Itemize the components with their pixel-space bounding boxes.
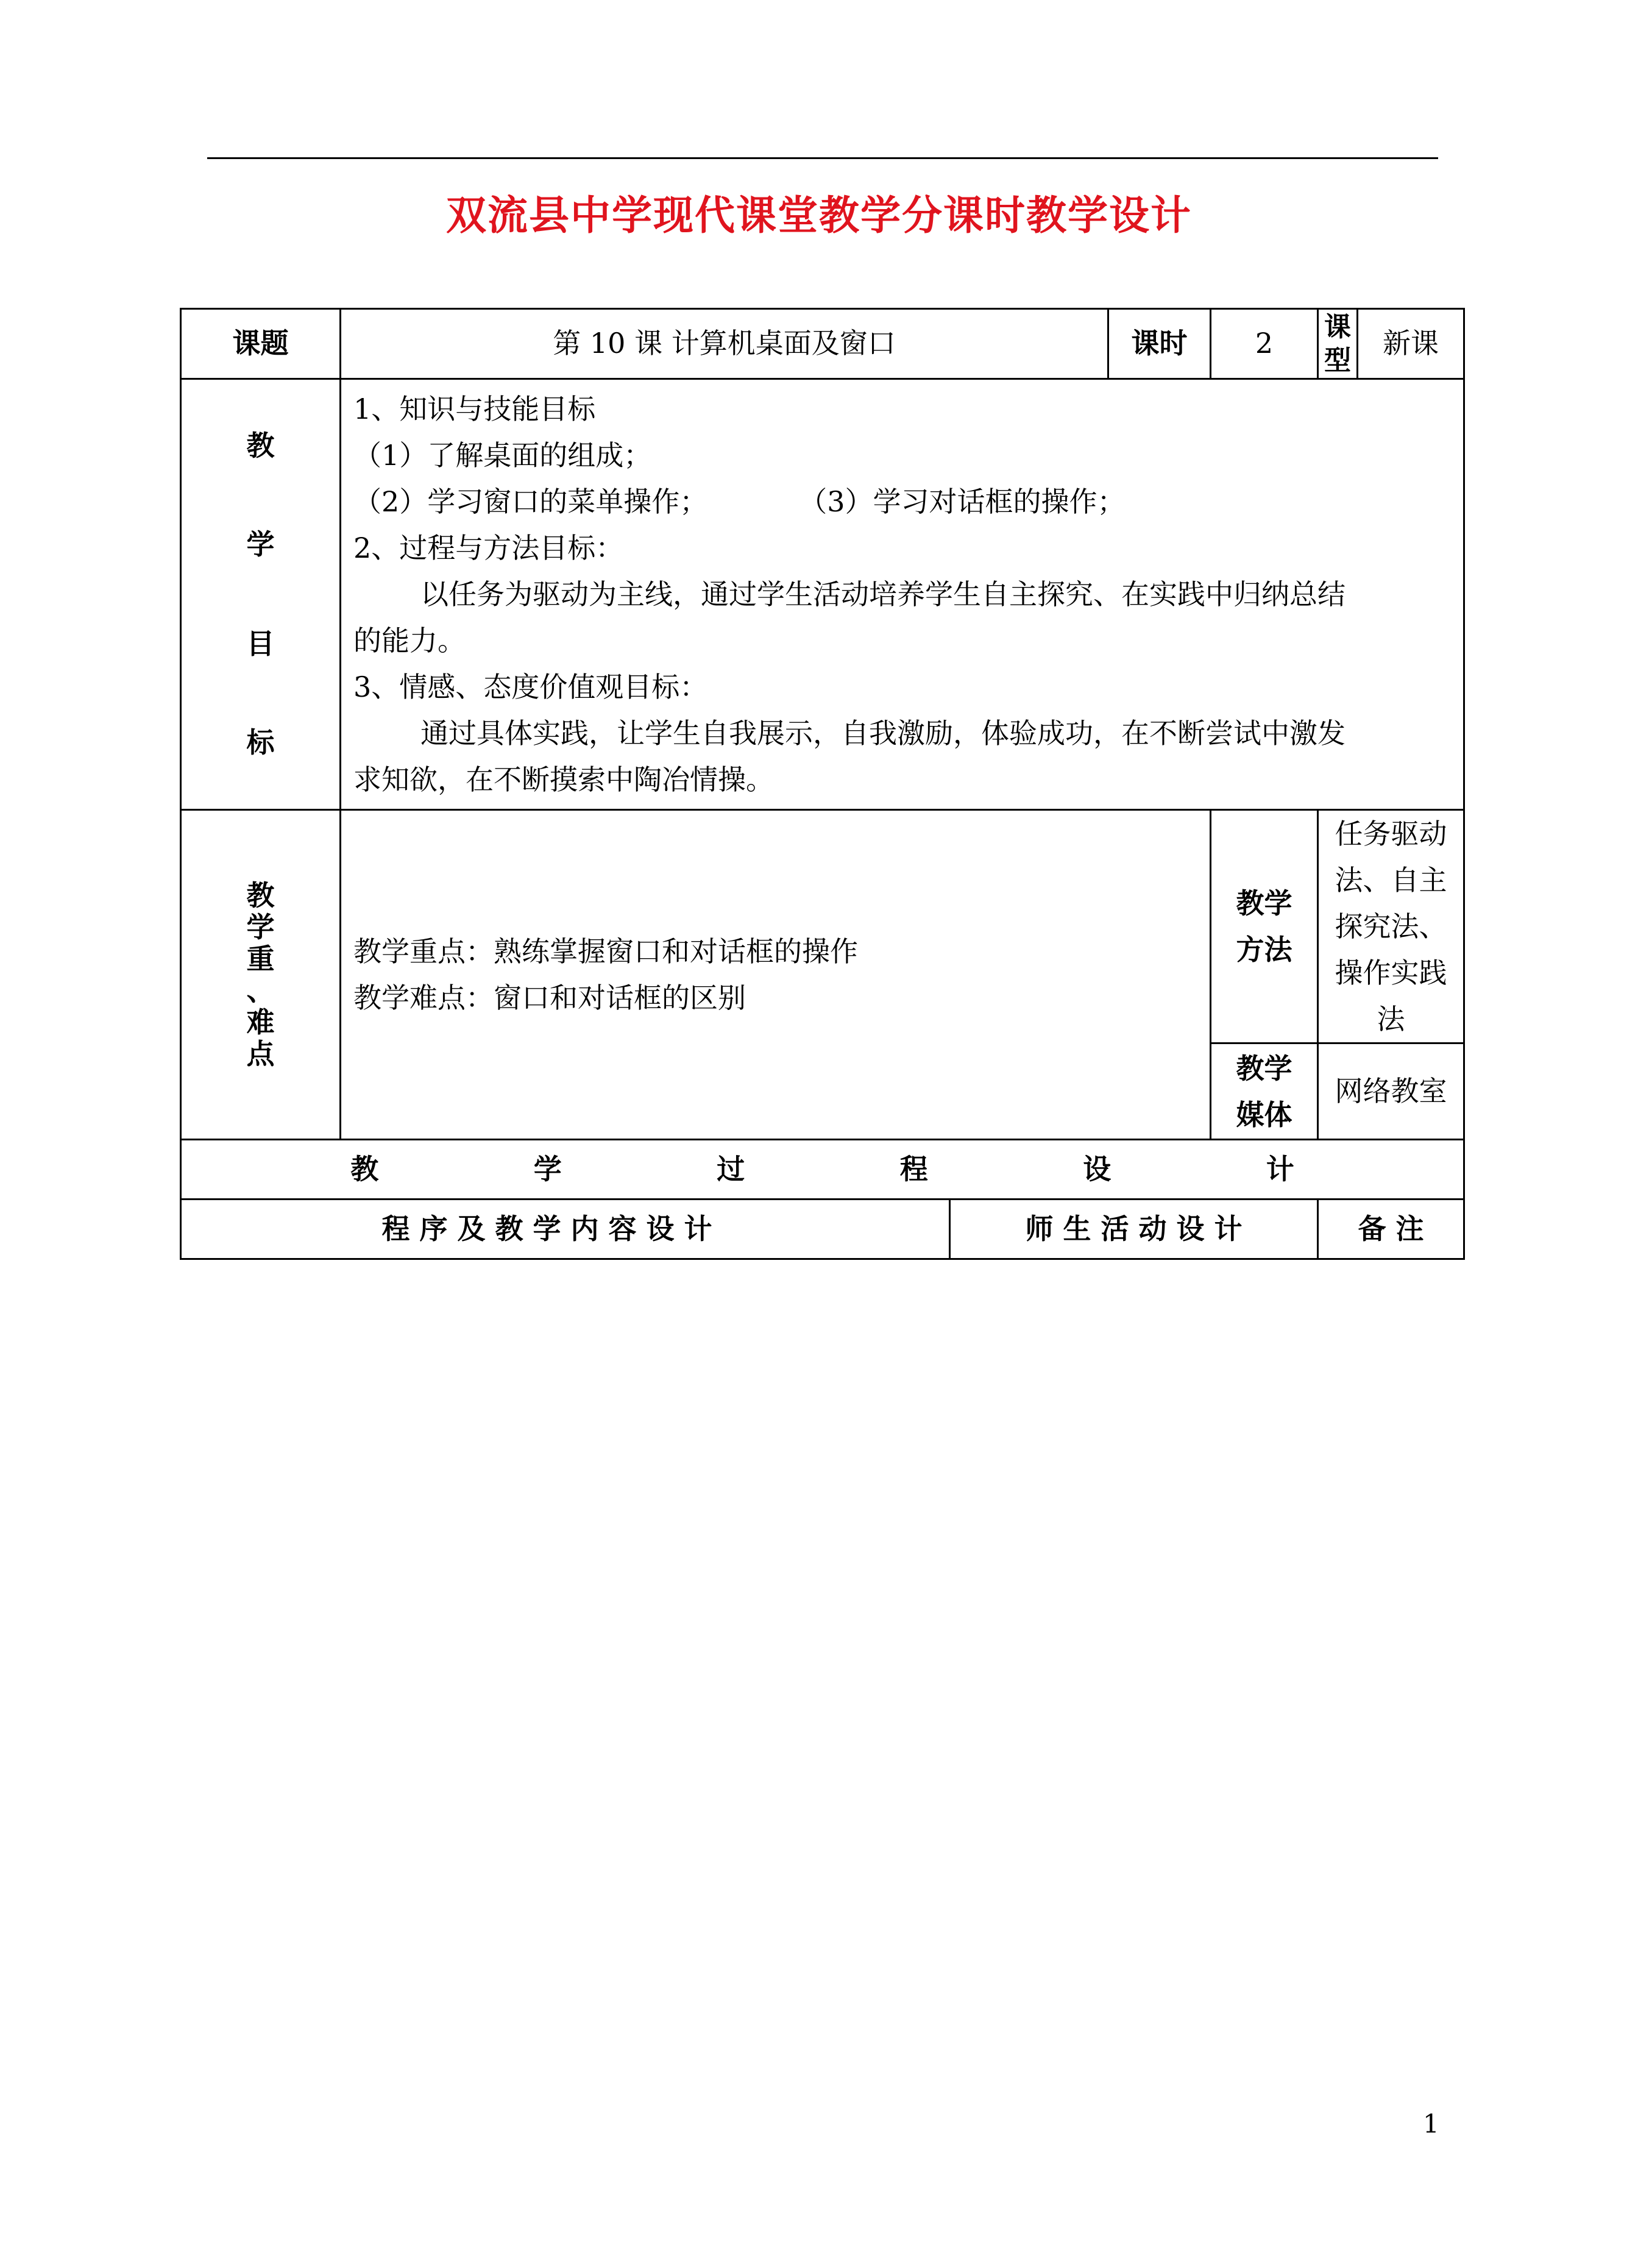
process-columns-row [181, 1200, 1464, 1259]
teaching-focus: 教学重点：熟练掌握窗口和对话框的操作 [353, 935, 858, 968]
topic-value: 第 10 课 计算机桌面及窗口 [341, 309, 1108, 379]
media-label: 教学 媒体 [1211, 1043, 1318, 1140]
column-activity: 师 生 活 动 设 计 [950, 1200, 1318, 1259]
type-value: 新课 [1358, 309, 1464, 379]
column-notes: 备 注 [1318, 1200, 1464, 1259]
lesson-plan-table [180, 308, 1465, 1260]
method-value: 任务驱动法、自主探究法、操作实践法 [1318, 810, 1464, 1043]
key-points-label: 教 学 重 、 难 点 [181, 810, 341, 1140]
hours-value: 2 [1211, 309, 1318, 379]
objectives-label: 教 学 目 标 [181, 379, 341, 810]
topic-label: 课题 [181, 309, 341, 379]
type-label: 课型 [1318, 309, 1358, 379]
objective-line: （1）了解桌面的组成； [353, 439, 652, 472]
hours-label: 课时 [1108, 309, 1211, 379]
objective-line: 的能力。 [353, 624, 466, 657]
page-number: 1 [1423, 2109, 1439, 2139]
objectives-content [341, 379, 1464, 810]
process-heading: 教 学 过 程 设 计 [181, 1140, 1464, 1200]
key-points-content [341, 810, 1211, 1140]
method-label: 教学 方法 [1211, 810, 1318, 1043]
key-points-row [181, 810, 1464, 1043]
teaching-difficulty: 教学难点：窗口和对话框的区别 [353, 981, 746, 1014]
objectives-row [181, 379, 1464, 810]
objective-line: 通过具体实践，让学生自我展示，自我激励，体验成功，在不断尝试中激发 [420, 717, 1346, 750]
header-rule [207, 157, 1438, 159]
objective-line: 以任务为驱动为主线，通过学生活动培养学生自主探究、在实践中归纳总结 [420, 578, 1346, 611]
document-title: 双流县中学现代课堂教学分课时教学设计 [446, 192, 1192, 239]
process-heading-row [181, 1140, 1464, 1200]
topic-row [181, 309, 1464, 379]
objective-line: 2、过程与方法目标： [353, 531, 624, 564]
objective-line: 3、情感、态度价值观目标： [353, 670, 708, 703]
media-value: 网络教室 [1318, 1043, 1464, 1140]
objective-line: 1、知识与技能目标 [353, 393, 596, 425]
objective-line: 求知欲，在不断摸索中陶冶情操。 [353, 763, 774, 796]
column-program: 程 序 及 教 学 内 容 设 计 [181, 1200, 950, 1259]
objective-line: （2）学习窗口的菜单操作； （3）学习对话框的操作； [353, 485, 1126, 518]
